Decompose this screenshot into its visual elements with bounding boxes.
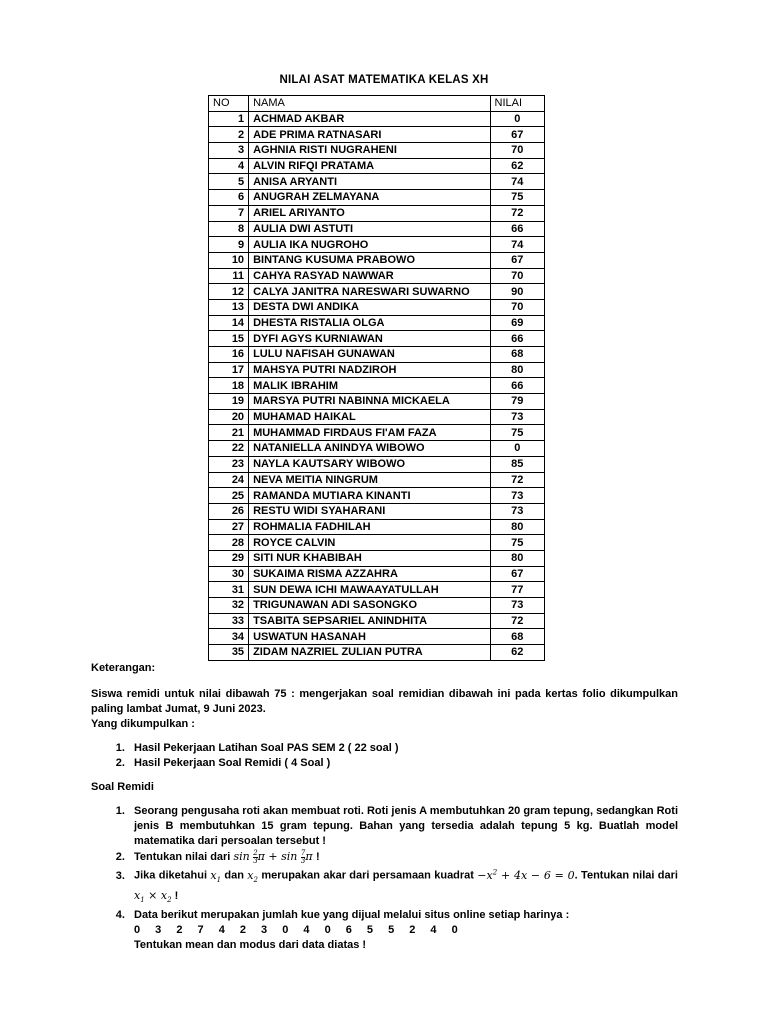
row-name: ANISA ARYANTI bbox=[249, 174, 490, 190]
row-no: 9 bbox=[209, 237, 249, 253]
row-score: 75 bbox=[490, 190, 544, 206]
row-name: SITI NUR KHABIBAH bbox=[249, 550, 490, 566]
row-name: ROHMALIA FADHILAH bbox=[249, 519, 490, 535]
row-score: 79 bbox=[490, 394, 544, 410]
table-row bbox=[209, 190, 545, 206]
row-score: 74 bbox=[490, 237, 544, 253]
row-no: 3 bbox=[209, 143, 249, 159]
row-name: BINTANG KUSUMA PRABOWO bbox=[249, 252, 490, 268]
question-4-task: Tentukan mean dan modus dari data diatas ! bbox=[134, 939, 367, 952]
row-no: 32 bbox=[209, 598, 249, 614]
question-4-data: 0 3 2 7 4 2 3 0 4 0 6 5 5 2 4 0 bbox=[134, 924, 464, 937]
remedial-heading: Soal Remidi bbox=[91, 781, 154, 793]
row-name: DYFI AGYS KURNIAWAN bbox=[249, 331, 490, 347]
row-score: 72 bbox=[490, 613, 544, 629]
row-no: 30 bbox=[209, 566, 249, 582]
row-no: 25 bbox=[209, 488, 249, 504]
row-no: 33 bbox=[209, 613, 249, 629]
row-score: 73 bbox=[490, 409, 544, 425]
row-name: LULU NAFISAH GUNAWAN bbox=[249, 347, 490, 363]
header-no: NO bbox=[209, 96, 249, 112]
row-name: NATANIELLA ANINDYA WIBOWO bbox=[249, 441, 490, 457]
row-score: 80 bbox=[490, 362, 544, 378]
row-score: 73 bbox=[490, 503, 544, 519]
row-name: RAMANDA MUTIARA KINANTI bbox=[249, 488, 490, 504]
row-name: ZIDAM NAZRIEL ZULIAN PUTRA bbox=[249, 645, 490, 661]
table-row bbox=[209, 174, 545, 190]
row-score: 67 bbox=[490, 252, 544, 268]
table-row bbox=[209, 127, 545, 143]
grades-table bbox=[208, 95, 545, 661]
table-row bbox=[209, 519, 545, 535]
row-name: SUKAIMA RISMA AZZAHRA bbox=[249, 566, 490, 582]
table-row bbox=[209, 425, 545, 441]
notes-section bbox=[91, 661, 678, 953]
row-score: 70 bbox=[490, 268, 544, 284]
row-name: ALVIN RIFQI PRATAMA bbox=[249, 158, 490, 174]
header-score: NILAI bbox=[490, 96, 544, 112]
row-name: USWATUN HASANAH bbox=[249, 629, 490, 645]
fraction-2-3: $\frac{2}{3}$ bbox=[253, 848, 258, 865]
fraction-7-3: $\frac{7}{3}$ bbox=[300, 848, 306, 865]
row-score: 70 bbox=[490, 143, 544, 159]
row-no: 13 bbox=[209, 299, 249, 315]
row-name: ADE PRIMA RATNASARI bbox=[249, 127, 490, 143]
row-score: 80 bbox=[490, 519, 544, 535]
row-name: CALYA JANITRA NARESWARI SUWARNO bbox=[249, 284, 490, 300]
table-row bbox=[209, 598, 545, 614]
row-score: 75 bbox=[490, 535, 544, 551]
table-row bbox=[209, 550, 545, 566]
row-score: 69 bbox=[490, 315, 544, 331]
table-row bbox=[209, 299, 545, 315]
row-no: 35 bbox=[209, 645, 249, 661]
row-score: 0 bbox=[490, 441, 544, 457]
row-name: ACHMAD AKBAR bbox=[249, 111, 490, 127]
notes-heading: Keterangan: bbox=[91, 662, 156, 674]
row-no: 22 bbox=[209, 441, 249, 457]
row-name: TSABITA SEPSARIEL ANINDHITA bbox=[249, 613, 490, 629]
row-name: MALIK IBRAHIM bbox=[249, 378, 490, 394]
row-name: MARSYA PUTRI NABINNA MICKAELA bbox=[249, 394, 490, 410]
submit-heading: Yang dikumpulkan : bbox=[91, 718, 195, 730]
table-row bbox=[209, 237, 545, 253]
variable-x2: $x_2$ bbox=[247, 868, 258, 884]
table-row bbox=[209, 409, 545, 425]
row-score: 70 bbox=[490, 299, 544, 315]
row-name: NEVA MEITIA NINGRUM bbox=[249, 472, 490, 488]
row-score: 0 bbox=[490, 111, 544, 127]
row-score: 72 bbox=[490, 472, 544, 488]
row-name: SUN DEWA ICHI MAWAAYATULLAH bbox=[249, 582, 490, 598]
table-row bbox=[209, 394, 545, 410]
row-no: 16 bbox=[209, 347, 249, 363]
question-4 bbox=[128, 908, 678, 953]
row-no: 28 bbox=[209, 535, 249, 551]
table-row bbox=[209, 284, 545, 300]
row-no: 19 bbox=[209, 394, 249, 410]
row-score: 62 bbox=[490, 158, 544, 174]
page-title: NILAI ASAT MATEMATIKA KELAS XH bbox=[279, 74, 489, 86]
row-no: 11 bbox=[209, 268, 249, 284]
row-score: 67 bbox=[490, 566, 544, 582]
row-no: 1 bbox=[209, 111, 249, 127]
row-name: MUHAMAD HAIKAL bbox=[249, 409, 490, 425]
row-name: DHESTA RISTALIA OLGA bbox=[249, 315, 490, 331]
row-no: 26 bbox=[209, 503, 249, 519]
row-no: 29 bbox=[209, 550, 249, 566]
row-name: AULIA DWI ASTUTI bbox=[249, 221, 490, 237]
row-score: 66 bbox=[490, 378, 544, 394]
table-row bbox=[209, 582, 545, 598]
row-no: 7 bbox=[209, 205, 249, 221]
header-name: NAMA bbox=[249, 96, 490, 112]
table-row bbox=[209, 315, 545, 331]
row-no: 4 bbox=[209, 158, 249, 174]
table-row bbox=[209, 252, 545, 268]
row-score: 73 bbox=[490, 488, 544, 504]
row-no: 12 bbox=[209, 284, 249, 300]
question-2-prefix: Tentukan nilai dari bbox=[134, 851, 231, 863]
table-row bbox=[209, 629, 545, 645]
table-row bbox=[209, 535, 545, 551]
table-row bbox=[209, 456, 545, 472]
row-name: ANUGRAH ZELMAYANA bbox=[249, 190, 490, 206]
row-score: 68 bbox=[490, 347, 544, 363]
row-no: 5 bbox=[209, 174, 249, 190]
table-row bbox=[209, 205, 545, 221]
row-score: 68 bbox=[490, 629, 544, 645]
row-no: 6 bbox=[209, 190, 249, 206]
row-name: DESTA DWI ANDIKA bbox=[249, 299, 490, 315]
question-2-expression: sin $\frac{2}{3}$ π + sin $\frac{7}{3}$ π bbox=[233, 848, 313, 865]
row-no: 23 bbox=[209, 456, 249, 472]
row-name: MUHAMMAD FIRDAUS FI'AM FAZA bbox=[249, 425, 490, 441]
row-name: ARIEL ARIYANTO bbox=[249, 205, 490, 221]
row-score: 66 bbox=[490, 331, 544, 347]
row-name: AGHNIA RISTI NUGRAHENI bbox=[249, 143, 490, 159]
row-no: 2 bbox=[209, 127, 249, 143]
row-score: 73 bbox=[490, 598, 544, 614]
row-no: 21 bbox=[209, 425, 249, 441]
table-row bbox=[209, 503, 545, 519]
row-no: 14 bbox=[209, 315, 249, 331]
row-no: 10 bbox=[209, 252, 249, 268]
row-no: 34 bbox=[209, 629, 249, 645]
row-no: 15 bbox=[209, 331, 249, 347]
row-name: AULIA IKA NUGROHO bbox=[249, 237, 490, 253]
table-row bbox=[209, 362, 545, 378]
grades-table-body bbox=[209, 111, 545, 660]
table-row bbox=[209, 488, 545, 504]
table-row bbox=[209, 268, 545, 284]
table-row bbox=[209, 143, 545, 159]
row-name: CAHYA RASYAD NAWWAR bbox=[249, 268, 490, 284]
row-no: 18 bbox=[209, 378, 249, 394]
table-row bbox=[209, 221, 545, 237]
table-row bbox=[209, 158, 545, 174]
table-row bbox=[209, 347, 545, 363]
table-row bbox=[209, 472, 545, 488]
table-row bbox=[209, 441, 545, 457]
question-2: 2. Tentukan nilai dari sin $\frac{2}{3}$ π + sin $\frac{7}{3}$ π ! bbox=[128, 849, 678, 865]
row-name: TRIGUNAWAN ADI SASONGKO bbox=[249, 598, 490, 614]
list-item: 2. Hasil Pekerjaan Soal Remidi ( 4 Soal ) bbox=[128, 756, 678, 771]
table-row bbox=[209, 645, 545, 661]
row-name: MAHSYA PUTRI NADZIROH bbox=[249, 362, 490, 378]
row-name: RESTU WIDI SYAHARANI bbox=[249, 503, 490, 519]
row-score: 67 bbox=[490, 127, 544, 143]
row-no: 8 bbox=[209, 221, 249, 237]
remedial-info: Siswa remidi untuk nilai dibawah 75 : mengerjakan soal remidian dibawah ini pada kertas folio dikumpulkan paling lambat Jumat, 9 Juni 2023. bbox=[91, 688, 678, 715]
table-row bbox=[209, 111, 545, 127]
table-row bbox=[209, 331, 545, 347]
row-no: 31 bbox=[209, 582, 249, 598]
row-name: NAYLA KAUTSARY WIBOWO bbox=[249, 456, 490, 472]
row-score: 66 bbox=[490, 221, 544, 237]
row-score: 80 bbox=[490, 550, 544, 566]
remedial-questions bbox=[91, 804, 678, 953]
product-expression: $x_1 \times x_2$ bbox=[134, 888, 172, 905]
row-score: 72 bbox=[490, 205, 544, 221]
row-no: 20 bbox=[209, 409, 249, 425]
row-name: ROYCE CALVIN bbox=[249, 535, 490, 551]
table-row bbox=[209, 378, 545, 394]
row-score: 62 bbox=[490, 645, 544, 661]
row-score: 77 bbox=[490, 582, 544, 598]
table-header-row bbox=[209, 96, 545, 112]
submit-list bbox=[91, 741, 678, 771]
row-no: 27 bbox=[209, 519, 249, 535]
row-score: 85 bbox=[490, 456, 544, 472]
list-item: 1. Hasil Pekerjaan Latihan Soal PAS SEM 2 ( 22 soal ) bbox=[128, 741, 678, 756]
row-no: 24 bbox=[209, 472, 249, 488]
table-row bbox=[209, 566, 545, 582]
row-no: 17 bbox=[209, 362, 249, 378]
row-score: 74 bbox=[490, 174, 544, 190]
variable-x1: $x_1$ bbox=[210, 868, 222, 884]
question-3: 3. Jika diketahui $x_1$ dan $x_2$ merupakan akar dari persamaan kuadrat $-x^2 + 4x - 6 = 0$. Tentukan nilai dari $x_1 \times x_2$ ! bbox=[128, 865, 678, 908]
question-4-text: Data berikut merupakan jumlah kue yang dijual melalui situs online setiap harinya : bbox=[134, 909, 570, 922]
table-row bbox=[209, 613, 545, 629]
question-1: 1. Seorang pengusaha roti akan membuat roti. Roti jenis A membutuhkan 20 gram tepung, sedangkan Roti jenis B membutuhkan 15 gram tepung. Bahan yang tersedia adalah tepung 5 kg. Buatlah model matematika dari persoalan tersebut ! bbox=[128, 804, 678, 849]
row-score: 90 bbox=[490, 284, 544, 300]
row-score: 75 bbox=[490, 425, 544, 441]
quadratic-equation: $-x^2 + 4x - 6 = 0$ bbox=[477, 868, 575, 882]
